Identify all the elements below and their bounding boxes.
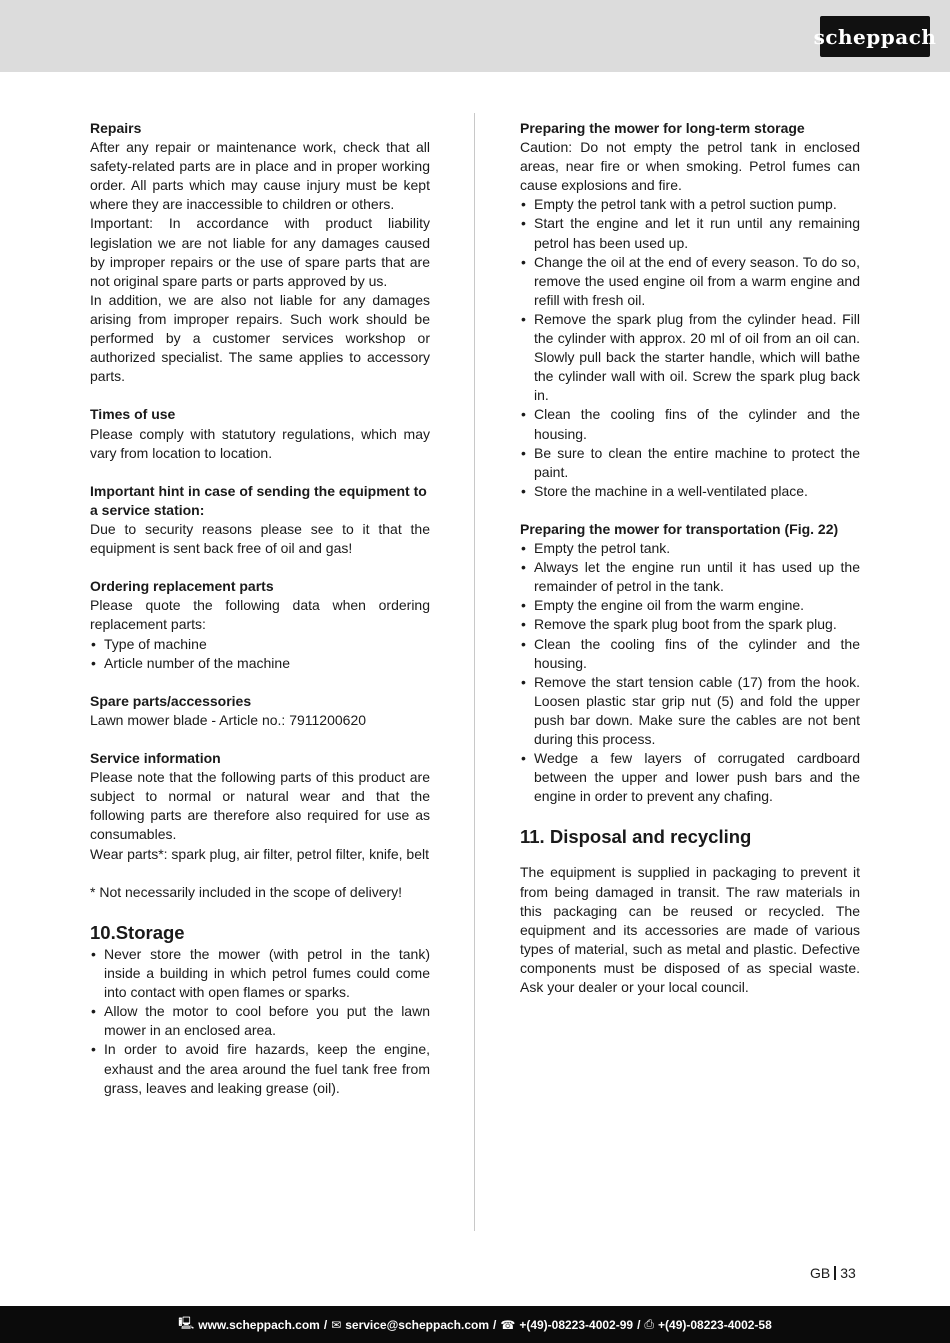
disposal-text: The equipment is supplied in packaging to prevent it from being damaged in transit. The raw materials in this packaging can be reused or recycled. The equipment and its accessories are made of various types of material, such as metal and plastic. Defective components must be disposed of as special waste. Ask your dealer or your local council.	[520, 864, 860, 996]
list-item: • Empty the engine oil from the warm engine.	[520, 596, 860, 615]
longterm-list	[520, 195, 860, 501]
service-text-2: Wear parts*: spark plug, air filter, petrol filter, knife, belt	[90, 845, 430, 862]
list-item: • Always let the engine run until it has used up the remainder of petrol in the tank.	[520, 558, 860, 596]
repairs-text-1: After any repair or maintenance work, check that all safety-related parts are in place and in proper working order. All parts which may cause injury must be kept where they are inaccessible to children or others.	[90, 139, 430, 213]
page-header	[0, 0, 950, 72]
list-item: • Clean the cooling fins of the cylinder and the housing.	[520, 635, 860, 673]
list-item: • Clean the cooling fins of the cylinder and the housing.	[520, 405, 860, 443]
storage-list	[90, 945, 430, 1098]
spare-section	[90, 692, 430, 730]
list-item: • Remove the spark plug boot from the spark plug.	[520, 615, 860, 634]
left-column	[90, 119, 430, 1098]
page-separator	[834, 1266, 836, 1280]
service-text-1: Please note that the following parts of this product are subject to normal or natural wear and that the following parts are therefore also required for use as consumables.	[90, 769, 430, 843]
ordering-section	[90, 577, 430, 672]
hint-section	[90, 482, 430, 558]
ordering-heading: Ordering replacement parts	[90, 578, 274, 595]
page-number	[810, 1264, 856, 1283]
scheppach-logo: scheppach	[820, 16, 930, 57]
list-item: • Remove the spark plug from the cylinder head. Fill the cylinder with approx. 20 ml of oil from an oil can. Slowly pull back the starter handle, which will bathe the cylinder wall with oil. Screw the spark plug back in.	[520, 310, 860, 405]
list-item: • Store the machine in a well-ventilated place.	[520, 482, 860, 501]
list-item: • Change the oil at the end of every season. To do so, remove the used engine oil from a warm engine and refill with fresh oil.	[520, 253, 860, 310]
page-footer	[0, 1306, 950, 1343]
list-item: • Start the engine and let it run until any remaining petrol has been used up.	[520, 214, 860, 252]
list-item: • Empty the petrol tank with a petrol suction pump.	[520, 195, 860, 214]
spare-text: Lawn mower blade - Article no.: 7911200620	[90, 711, 367, 728]
disposal-title: Disposal and recycling	[549, 826, 752, 848]
list-item: • Be sure to clean the entire machine to protect the paint.	[520, 444, 860, 482]
list-item: • Wedge a few layers of corrugated cardboard between the upper and lower push bars and the engine in order to prevent any chafing.	[520, 749, 860, 806]
longterm-heading: Preparing the mower for long-term storage	[520, 120, 805, 136]
spare-heading: Spare parts/accessories	[90, 692, 252, 709]
storage-number: 10.	[90, 921, 116, 943]
transport-section	[520, 520, 860, 806]
transport-heading: Preparing the mower for transportation (Fig. 22)	[520, 520, 839, 537]
footer-phone: +(49)-08223-4002-99	[519, 1317, 634, 1332]
times-section	[90, 405, 430, 462]
right-column	[520, 119, 860, 997]
footer-separator: /	[323, 1317, 328, 1332]
computer-icon: 🖳	[178, 1316, 195, 1330]
list-item: • Allow the motor to cool before you put the lawn mower in an enclosed area.	[90, 1002, 430, 1040]
column-divider	[474, 113, 475, 1231]
transport-list	[520, 539, 860, 806]
times-text: Please comply with statutory regulations, which may vary from location to location.	[90, 425, 430, 461]
ordering-list	[90, 635, 430, 673]
list-item: • In order to avoid fire hazards, keep the engine, exhaust and the area around the fuel tank free from grass, leaves and leaking grease (oil).	[90, 1040, 430, 1097]
longterm-caution: Caution: Do not empty the petrol tank in enclosed areas, near fire or when smoking. Petrol fumes can cause explosions and fire.	[520, 139, 860, 194]
list-item: • Empty the petrol tank.	[520, 539, 860, 558]
footer-fax: +(49)-08223-4002-58	[658, 1317, 772, 1332]
repairs-text-3: In addition, we are also not liable for any damages arising from improper repairs. Such work should be performed by a customer services workshop or authorized specialist. The same applies to accessory parts.	[90, 291, 430, 385]
service-section	[90, 749, 430, 864]
repairs-heading: Repairs	[90, 120, 142, 136]
footnote: * Not necessarily included in the scope of delivery!	[90, 883, 403, 900]
disposal-heading	[520, 825, 860, 849]
ordering-text: Please quote the following data when ordering replacement parts:	[90, 597, 430, 633]
hint-heading: Important hint in case of sending the equipment to a service station:	[90, 482, 427, 518]
storage-heading	[90, 921, 430, 945]
footnote-section	[90, 883, 430, 902]
list-item: • Article number of the machine	[90, 654, 430, 673]
service-heading: Service information	[90, 750, 221, 767]
email-icon: ✉	[331, 1317, 342, 1332]
repairs-text-2: Important: In accordance with product liability legislation we are not liable for any damages caused by improper repairs or the use of spare parts that are not original spare parts or parts approved by us.	[90, 215, 430, 289]
disposal-section	[520, 825, 860, 997]
hint-text: Due to security reasons please see to it that the equipment is sent back free of oil and gas!	[90, 520, 430, 557]
longterm-section	[520, 119, 860, 501]
times-heading: Times of use	[90, 406, 176, 423]
disposal-number: 11.	[520, 826, 545, 848]
list-item: • Type of machine	[90, 635, 430, 654]
footer-email-link[interactable]: service@scheppach.com	[345, 1317, 490, 1332]
page-lang: GB	[810, 1265, 831, 1281]
fax-icon: ⎙	[644, 1317, 655, 1331]
footer-separator: /	[493, 1317, 497, 1332]
phone-icon: ☎	[500, 1317, 516, 1332]
page-num: 33	[840, 1265, 856, 1281]
storage-section	[90, 921, 430, 1098]
storage-title: Storage	[115, 921, 185, 943]
footer-separator: /	[637, 1317, 641, 1332]
repairs-section	[90, 119, 430, 386]
list-item: • Remove the start tension cable (17) from the hook. Loosen plastic star grip nut (5) and fold the upper push bar down. Make sure the cables are not bent during this process.	[520, 673, 860, 749]
list-item: • Never store the mower (with petrol in the tank) inside a building in which petrol fumes could come into contact with open flames or sparks.	[90, 945, 430, 1002]
footer-web-link[interactable]: www.scheppach.com	[198, 1317, 320, 1332]
